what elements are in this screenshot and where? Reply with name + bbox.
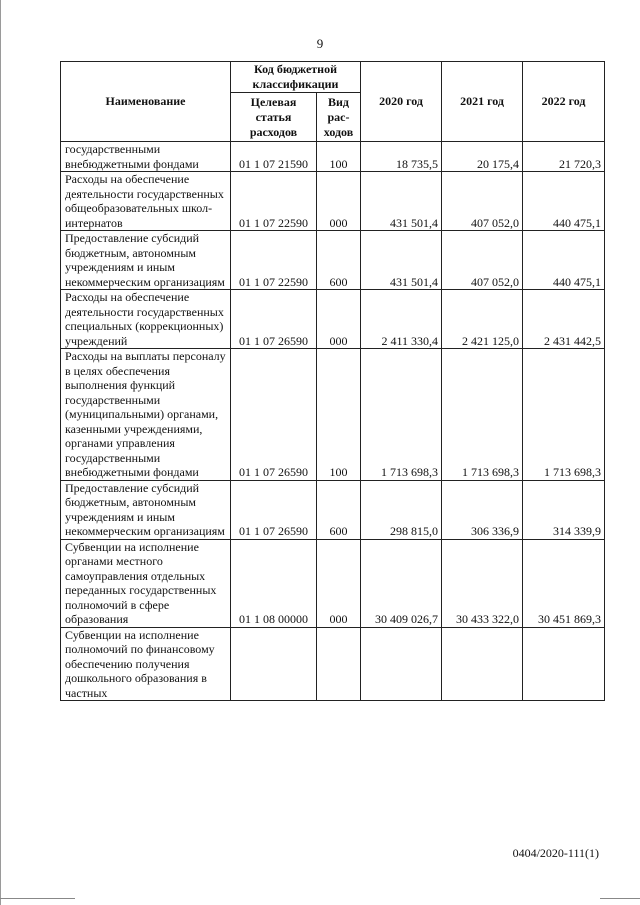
row-value-2020: [361, 627, 442, 701]
row-name: Субвенции на исполнение полномочий по финансовому обеспечению получения дошкольного образования в частных: [61, 627, 231, 701]
row-value-2021: 20 175,4: [442, 142, 523, 172]
table-row: [61, 480, 605, 539]
row-value-2021: [442, 627, 523, 701]
row-name: Расходы на обеспечение деятельности государственных специальных (коррекционных) учреждений: [61, 290, 231, 349]
header-2021: 2021 год: [442, 62, 523, 142]
row-value-2021: 30 433 322,0: [442, 539, 523, 627]
row-value-2020: 2 411 330,4: [361, 290, 442, 349]
header-classification: Код бюджетной классификации: [231, 62, 361, 93]
row-value-2022: 314 339,9: [523, 480, 605, 539]
row-value-2021: 1 713 698,3: [442, 349, 523, 481]
scan-bottom-mark: [0, 898, 75, 899]
row-expense-type: 000: [317, 290, 361, 349]
row-value-2022: 440 475,1: [523, 231, 605, 290]
row-value-2020: 431 501,4: [361, 172, 442, 231]
header-expense-type: Вид рас-ходов: [317, 93, 361, 142]
row-value-2020: 18 735,5: [361, 142, 442, 172]
page-number: 9: [316, 36, 324, 51]
row-target-code: 01 1 07 26590: [231, 480, 317, 539]
row-value-2020: 298 815,0: [361, 480, 442, 539]
table-row: [61, 142, 605, 172]
row-expense-type: 600: [317, 480, 361, 539]
row-expense-type: [317, 627, 361, 701]
row-name: Предоставление субсидий бюджетным, автономным учреждениям и иным некоммерческим организациям: [61, 480, 231, 539]
row-target-code: 01 1 07 21590: [231, 142, 317, 172]
row-value-2022: [523, 627, 605, 701]
scan-bottom-mark: [600, 898, 640, 899]
row-value-2021: 2 421 125,0: [442, 290, 523, 349]
row-target-code: 01 1 08 00000: [231, 539, 317, 627]
row-name: Расходы на обеспечение деятельности государственных общеобразовательных школ-интернатов: [61, 172, 231, 231]
row-name: государственными внебюджетными фондами: [61, 142, 231, 172]
row-value-2022: 21 720,3: [523, 142, 605, 172]
row-expense-type: 100: [317, 349, 361, 481]
row-target-code: [231, 627, 317, 701]
header-2020: 2020 год: [361, 62, 442, 142]
row-name: Расходы на выплаты персоналу в целях обеспечения выполнения функций государственными (муниципальными) органами, казенными учреждениями, органами управления государственными внебюджетными фондами: [61, 349, 231, 481]
row-value-2021: 407 052,0: [442, 172, 523, 231]
header-name: Наименование: [61, 62, 231, 142]
budget-table: [60, 61, 605, 701]
row-expense-type: 100: [317, 142, 361, 172]
row-name: Предоставление субсидий бюджетным, автономным учреждениям и иным некоммерческим организациям: [61, 231, 231, 290]
row-target-code: 01 1 07 22590: [231, 231, 317, 290]
row-value-2020: 1 713 698,3: [361, 349, 442, 481]
header-2022: 2022 год: [523, 62, 605, 142]
row-name: Субвенции на исполнение органами местного самоуправления отдельных переданных государственных полномочий в сфере образования: [61, 539, 231, 627]
row-value-2022: 440 475,1: [523, 172, 605, 231]
row-value-2022: 2 431 442,5: [523, 290, 605, 349]
row-value-2022: 30 451 869,3: [523, 539, 605, 627]
row-value-2022: 1 713 698,3: [523, 349, 605, 481]
table-row: [61, 172, 605, 231]
row-value-2021: 306 336,9: [442, 480, 523, 539]
row-value-2021: 407 052,0: [442, 231, 523, 290]
row-expense-type: 000: [317, 539, 361, 627]
document-code: 0404/2020-111(1): [512, 846, 599, 860]
row-target-code: 01 1 07 26590: [231, 349, 317, 481]
table-row: [61, 290, 605, 349]
row-value-2020: 431 501,4: [361, 231, 442, 290]
table-row: [61, 349, 605, 481]
row-expense-type: 600: [317, 231, 361, 290]
row-target-code: 01 1 07 26590: [231, 290, 317, 349]
row-target-code: 01 1 07 22590: [231, 172, 317, 231]
table-row: [61, 539, 605, 627]
table-row: [61, 231, 605, 290]
header-target-article: Целевая статья расходов: [231, 93, 317, 142]
scan-left-edge: [0, 0, 1, 905]
table-row: [61, 627, 605, 701]
row-expense-type: 000: [317, 172, 361, 231]
row-value-2020: 30 409 026,7: [361, 539, 442, 627]
